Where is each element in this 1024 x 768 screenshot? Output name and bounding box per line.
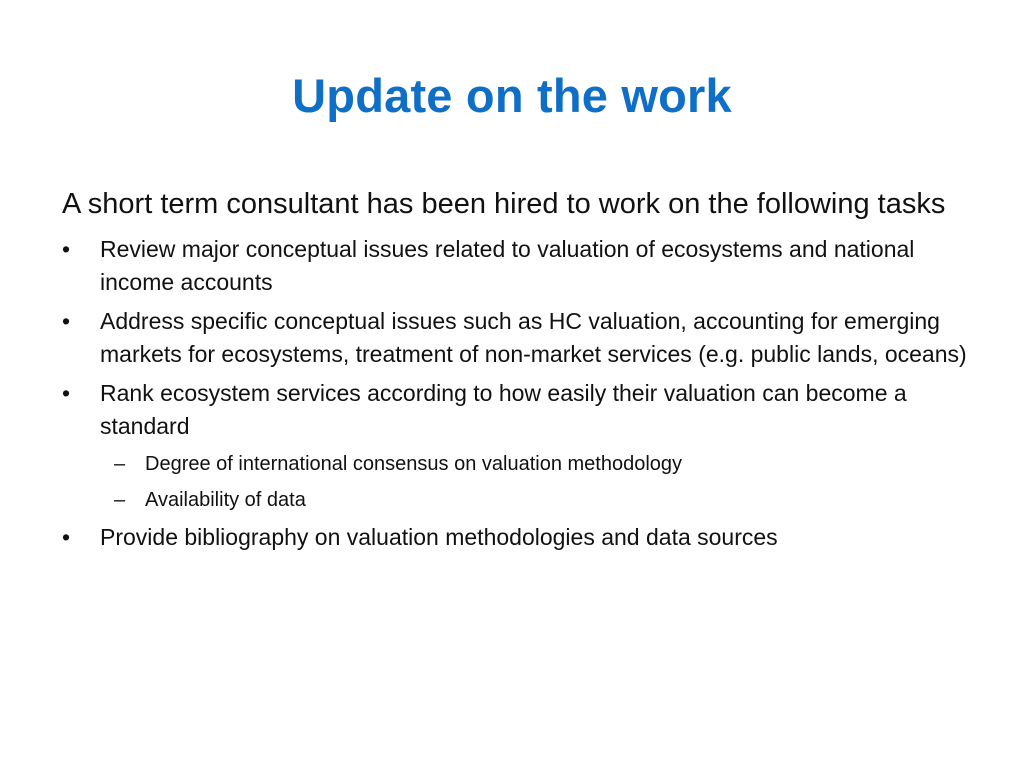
sub-bullet-text: Degree of international consensus on valuation methodology	[145, 453, 683, 475]
lead-paragraph: A short term consultant has been hired to work on the following tasks	[62, 188, 946, 220]
slide-body	[62, 186, 982, 560]
bullet-item	[62, 521, 982, 554]
sub-bullet-item	[62, 485, 982, 515]
sub-bullet-text: Availability of data	[145, 489, 306, 511]
bullet-mark: •	[62, 524, 71, 550]
bullet-item	[62, 305, 982, 371]
bullet-mark: •	[62, 380, 71, 406]
sub-bullet-mark: –	[114, 489, 126, 511]
sub-bullet-item	[62, 449, 982, 479]
bullet-text: Review major conceptual issues related to valuation of ecosystems and national income accounts	[100, 236, 915, 295]
bullet-text: Address specific conceptual issues such as HC valuation, accounting for emerging markets for ecosystems, treatment of non-market services (e.g. public lands, oceans)	[100, 308, 967, 367]
slide-title: Update on the work	[292, 69, 732, 122]
bullet-text: Rank ecosystem services according to how easily their valuation can become a standard	[100, 380, 907, 439]
bullet-item	[62, 233, 982, 299]
bullet-text: Provide bibliography on valuation methodologies and data sources	[100, 524, 778, 550]
bullet-item	[62, 377, 982, 443]
bullet-mark: •	[62, 308, 71, 334]
sub-bullet-mark: –	[114, 453, 126, 475]
bullet-mark: •	[62, 236, 71, 262]
